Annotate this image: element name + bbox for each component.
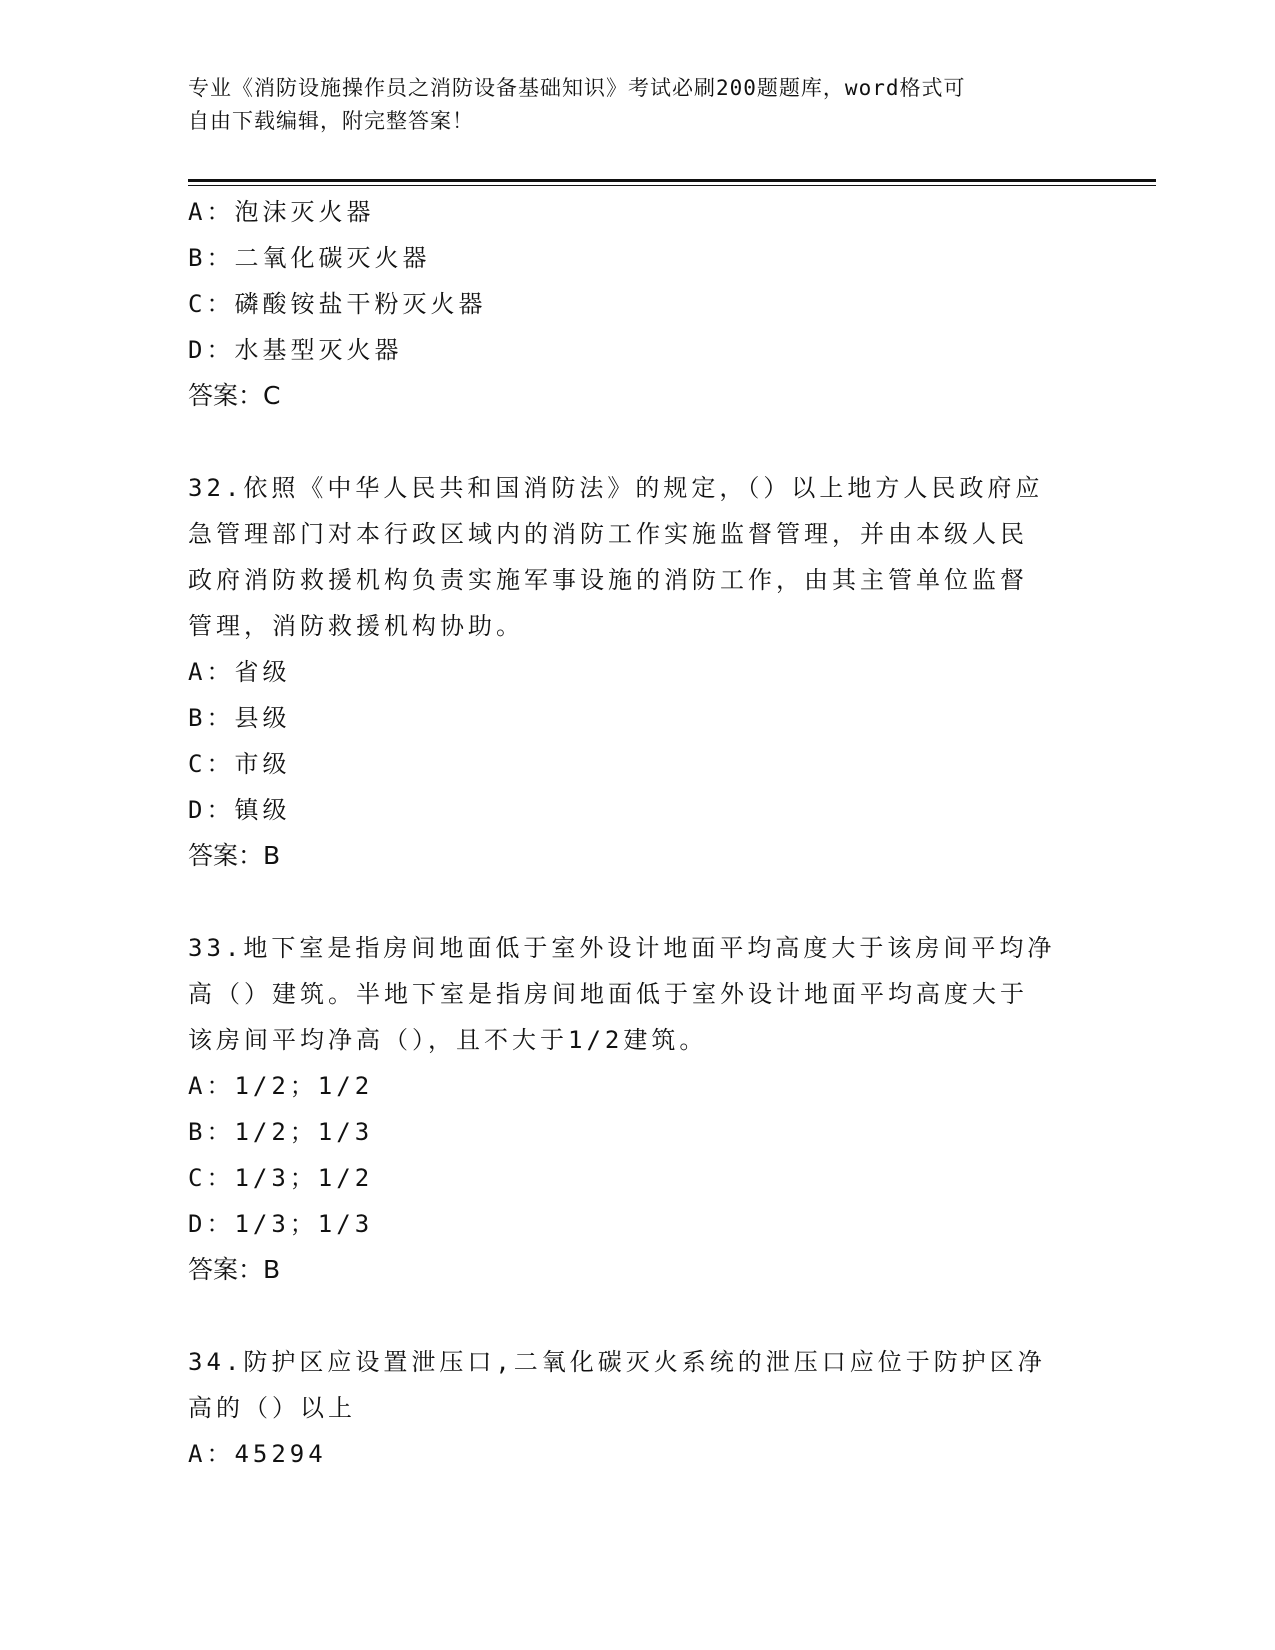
- header-line-2: 自由下载编辑，附完整答案！: [188, 109, 474, 133]
- header-divider-thin: [188, 185, 1156, 186]
- question-text-line: 政府消防救援机构负责实施军事设施的消防工作，由其主管单位监督: [188, 566, 1028, 594]
- spacer: [188, 1293, 1078, 1339]
- option-b: B：1/2；1/3: [188, 1118, 374, 1146]
- option-c: C：磷酸铵盐干粉灭火器: [188, 290, 487, 318]
- question-33: [188, 925, 1078, 1293]
- header-line-1: 专业《消防设施操作员之消防设备基础知识》考试必刷200题题库，word格式可: [188, 76, 966, 100]
- question-34: [188, 1339, 1078, 1477]
- option-a: A：省级: [188, 658, 291, 686]
- option-d: D：镇级: [188, 796, 291, 824]
- option-a: A：1/2；1/2: [188, 1072, 374, 1100]
- answer: 答案：B: [188, 841, 281, 870]
- question-text-line: 急管理部门对本行政区域内的消防工作实施监督管理，并由本级人民: [188, 520, 1028, 548]
- question-text-line: 32.依照《中华人民共和国消防法》的规定，（）以上地方人民政府应: [188, 474, 1044, 502]
- question-text-line: 33.地下室是指房间地面低于室外设计地面平均高度大于该房间平均净: [188, 934, 1056, 962]
- answer: 答案：C: [188, 381, 281, 410]
- answer: 答案：B: [188, 1255, 281, 1284]
- option-c: C：1/3；1/2: [188, 1164, 374, 1192]
- option-b: B：二氧化碳灭火器: [188, 244, 431, 272]
- option-a: A：45294: [188, 1440, 327, 1468]
- spacer: [188, 419, 1078, 465]
- document-header: [188, 72, 1088, 138]
- question-text-line: 该房间平均净高（），且不大于1/2建筑。: [188, 1026, 708, 1054]
- option-d: D：1/3；1/3: [188, 1210, 374, 1238]
- question-31: [188, 189, 1078, 419]
- question-32: [188, 465, 1078, 879]
- spacer: [188, 879, 1078, 925]
- option-a: A：泡沫灭火器: [188, 198, 375, 226]
- option-b: B：县级: [188, 704, 291, 732]
- question-text-line: 管理，消防救援机构协助。: [188, 612, 524, 640]
- option-c: C：市级: [188, 750, 291, 778]
- question-text-line: 高的（）以上: [188, 1394, 356, 1422]
- question-text-line: 34.防护区应设置泄压口,二氧化碳灭火系统的泄压口应位于防护区净: [188, 1348, 1046, 1376]
- document-body: [188, 189, 1078, 1477]
- option-d: D：水基型灭火器: [188, 336, 403, 364]
- header-divider-thick: [188, 179, 1156, 182]
- question-text-line: 高（）建筑。半地下室是指房间地面低于室外设计地面平均高度大于: [188, 980, 1028, 1008]
